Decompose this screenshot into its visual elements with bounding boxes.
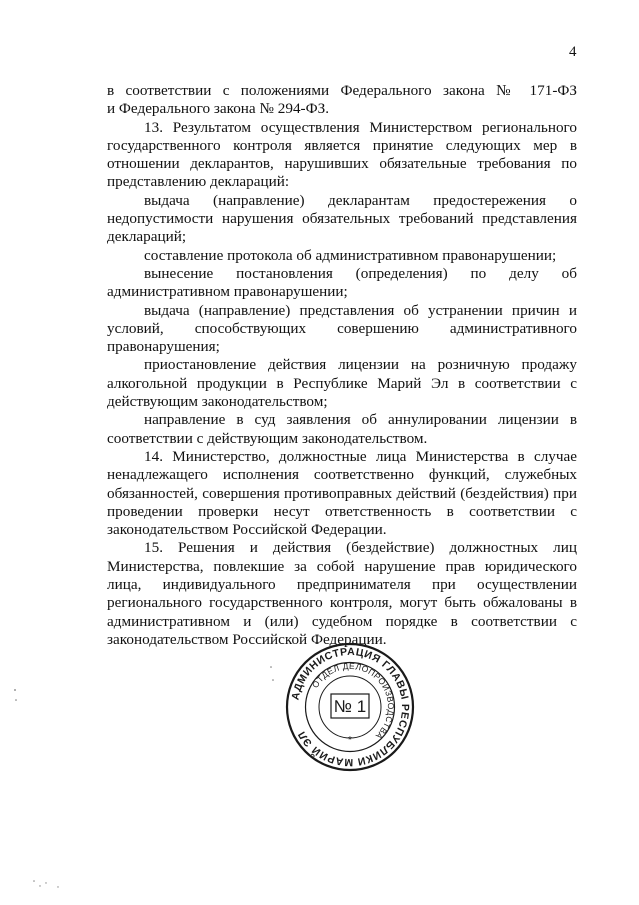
paragraph-item-15: 15. Решения и действия (бездействие) должностных лиц Министерства, повлекшие за собой нарушение прав юридического лица, индивидуального предпринимателя при осуществлении регионального государственного контроля, могут быть обжалованы в административном и (или) судебном порядке в соответствии с законодательством Российской Федерации. bbox=[107, 539, 577, 648]
paragraph-measure-representation: выдача (направление) представления об устранении причин и условий, способствующих совершению административного правонарушения; bbox=[107, 301, 577, 356]
paragraph-1: в соответствии с положениями Федерального закона № 171-ФЗ bbox=[107, 82, 577, 99]
paragraph-measure-suspension: приостановление действия лицензии на розничную продажу алкогольной продукции в Республике Марий Эл в соответствии с действующим законодательством; bbox=[107, 356, 577, 411]
paragraph-item-13: 13. Результатом осуществления Министерством регионального государственного контроля является принятие следующих мер в отношении декларантов, нарушивших обязательные требования по представлению деклараций: bbox=[107, 118, 577, 191]
paragraph-2: и Федерального закона № 294-ФЗ. bbox=[107, 100, 330, 118]
seal-inner-text: ОТДЕЛ ДЕЛОПРОИЗВОДСТВА bbox=[309, 660, 397, 742]
page-number: 4 bbox=[569, 44, 577, 60]
seal-number: № 1 bbox=[333, 697, 367, 716]
seal-star: * bbox=[348, 735, 352, 746]
round-seal-stamp bbox=[285, 642, 415, 772]
paragraph-measure-resolution: вынесение постановления (определения) по делу об административном правонарушении; bbox=[107, 264, 577, 301]
paragraph-measure-warning: выдача (направление) декларантам предостережения о недопустимости нарушения обязательных требований представления деклараций; bbox=[107, 191, 577, 246]
document-body bbox=[107, 82, 577, 649]
paragraph-item-14: 14. Министерство, должностные лица Министерства в случае ненадлежащего исполнения соответственно функций, служебных обязанностей, совершения противоправных действий (бездействия) при проведении проверки несут ответственность в соответствии с законодательством Российской Федерации. bbox=[107, 447, 577, 539]
seal-outer-text: АДМИНИСТРАЦИЯ ГЛАВЫ РЕСПУБЛИКИ МАРИЙ ЭЛ bbox=[289, 645, 412, 769]
paragraph-measure-protocol: составление протокола об административном правонарушении; bbox=[144, 246, 557, 264]
paragraph-measure-court: направление в суд заявления об аннулировании лицензии в соответствии с действующим законодательством. bbox=[107, 411, 577, 447]
